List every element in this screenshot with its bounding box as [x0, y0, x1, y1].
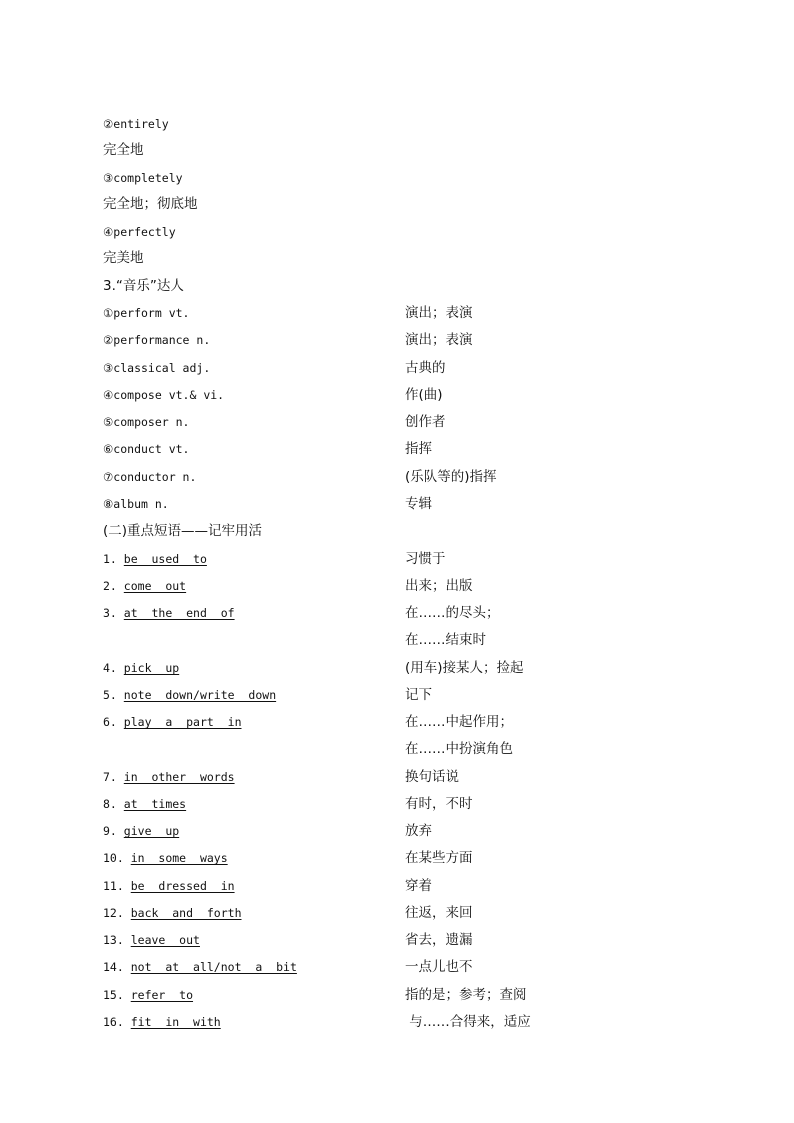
- phrase-meaning: 记下: [405, 687, 432, 703]
- phrase-text: play a part in: [123, 715, 242, 729]
- phrase-text: in other words: [123, 770, 235, 784]
- vocab-word: ②performance n.: [103, 333, 211, 347]
- phrase-meaning: 放弃: [405, 823, 432, 839]
- vocab-meaning: 作(曲): [405, 387, 443, 403]
- phrase-number: 10.: [103, 851, 124, 865]
- phrase-text: back and forth: [130, 906, 242, 920]
- phrase-meaning: 在……的尽头；: [405, 605, 500, 621]
- phrase-text: at times: [123, 797, 187, 811]
- phrase-text: in some ways: [130, 851, 228, 865]
- vocab-meaning: 演出；表演: [405, 332, 473, 348]
- vocab-word: ⑤composer n.: [103, 415, 190, 429]
- phrase-row: [103, 957, 297, 977]
- phrase-row: [103, 712, 242, 732]
- phrase-row: [103, 930, 200, 950]
- phrase-text: be used to: [123, 552, 207, 566]
- phrase-text: fit in with: [130, 1015, 221, 1029]
- phrase-number: 16.: [103, 1015, 124, 1029]
- phrase-meaning: 指的是；参考；查阅: [405, 987, 527, 1003]
- phrase-row: [103, 549, 207, 569]
- phrase-number: 8.: [103, 797, 117, 811]
- phrase-number: 12.: [103, 906, 124, 920]
- phrase-row: [103, 848, 228, 868]
- vocab-meaning: 指挥: [405, 441, 432, 457]
- vocab-word: ⑦conductor n.: [103, 470, 197, 484]
- vocab-meaning: 专辑: [405, 496, 432, 512]
- vocab-meaning: 古典的: [405, 360, 446, 376]
- phrase-text: note down/write down: [123, 688, 277, 702]
- section-heading: 3.“音乐”达人: [103, 278, 184, 294]
- phrase-meaning: 在某些方面: [405, 850, 473, 866]
- phrase-row: [103, 767, 235, 787]
- phrase-number: 6.: [103, 715, 117, 729]
- vocab-word: ⑧album n.: [103, 497, 169, 511]
- phrase-meaning: 往返，来回: [405, 905, 473, 921]
- phrase-row: [103, 658, 179, 678]
- phrase-text: at the end of: [123, 606, 235, 620]
- phrase-number: 2.: [103, 579, 117, 593]
- phrase-number: 15.: [103, 988, 124, 1002]
- phrase-text: come out: [123, 579, 187, 593]
- vocab-word: ④perfectly: [103, 225, 176, 239]
- phrase-text: not at all/not a bit: [130, 960, 297, 974]
- phrase-number: 7.: [103, 770, 117, 784]
- phrase-number: 9.: [103, 824, 117, 838]
- vocab-word: ①perform vt.: [103, 306, 190, 320]
- vocab-meaning: 完全地: [103, 142, 144, 158]
- phrase-row: [103, 821, 179, 841]
- vocab-word: ⑥conduct vt.: [103, 442, 190, 456]
- phrase-number: 11.: [103, 879, 124, 893]
- phrase-row: [103, 903, 242, 923]
- phrase-meaning: 在……中起作用；: [405, 714, 513, 730]
- phrase-row: [103, 794, 186, 814]
- phrase-meaning-continued: 在……结束时: [405, 632, 486, 648]
- phrase-number: 3.: [103, 606, 117, 620]
- phrase-row: [103, 876, 235, 896]
- phrase-text: be dressed in: [130, 879, 235, 893]
- phrase-meaning-continued: 在……中扮演角色: [405, 741, 513, 757]
- phrase-text: leave out: [130, 933, 200, 947]
- phrase-text: give up: [123, 824, 180, 838]
- vocab-meaning: (乐队等的)指挥: [405, 469, 497, 485]
- phrase-meaning: 穿着: [405, 878, 432, 894]
- phrase-number: 4.: [103, 661, 117, 675]
- phrase-text: refer to: [130, 988, 194, 1002]
- phrase-meaning: 换句话说: [405, 769, 459, 785]
- phrase-number: 1.: [103, 552, 117, 566]
- section-heading: (二)重点短语——记牢用活: [103, 523, 263, 539]
- phrase-row: [103, 576, 186, 596]
- vocab-word: ③completely: [103, 171, 183, 185]
- vocab-meaning: 创作者: [405, 414, 446, 430]
- vocab-word: ④compose vt.& vi.: [103, 388, 225, 402]
- phrase-row: [103, 603, 235, 623]
- vocab-meaning: 完全地；彻底地: [103, 196, 198, 212]
- phrase-number: 5.: [103, 688, 117, 702]
- phrase-row: [103, 1012, 221, 1032]
- phrase-meaning: 出来；出版: [405, 578, 473, 594]
- vocab-meaning: 完美地: [103, 250, 144, 266]
- phrase-row: [103, 985, 193, 1005]
- vocab-word: ②entirely: [103, 117, 169, 131]
- phrase-number: 14.: [103, 960, 124, 974]
- phrase-meaning: 一点儿也不: [405, 959, 473, 975]
- vocab-word: ③classical adj.: [103, 361, 211, 375]
- phrase-meaning: 省去，遗漏: [405, 932, 473, 948]
- phrase-text: pick up: [123, 661, 180, 675]
- phrase-meaning: 与……合得来，适应: [405, 1014, 531, 1030]
- phrase-meaning: (用车)接某人；捡起: [405, 660, 524, 676]
- vocab-meaning: 演出；表演: [405, 305, 473, 321]
- phrase-meaning: 习惯于: [405, 551, 446, 567]
- phrase-row: [103, 685, 276, 705]
- phrase-meaning: 有时，不时: [405, 796, 473, 812]
- phrase-number: 13.: [103, 933, 124, 947]
